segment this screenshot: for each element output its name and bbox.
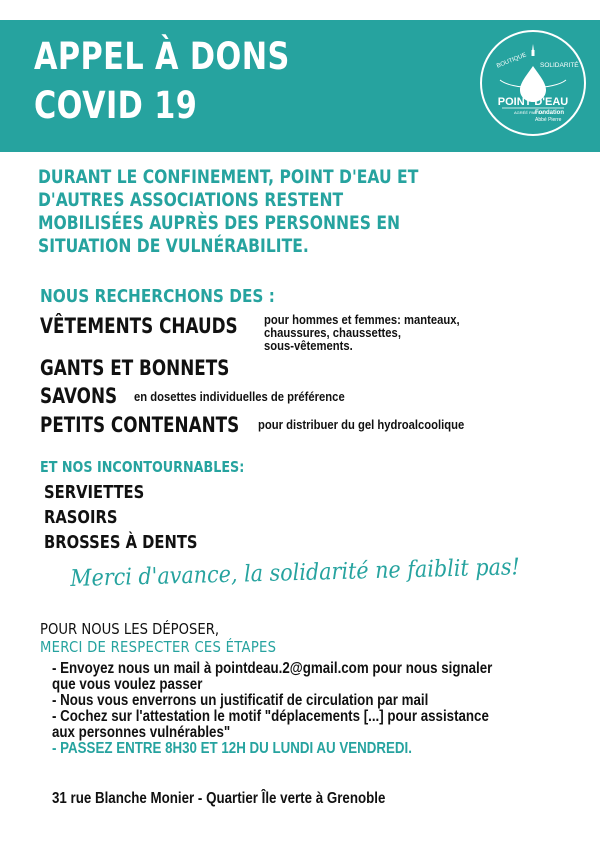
highlight-text: PASSEZ ENTRE 8H30 ET 12H DU LUNDI AU VENDREDI. <box>60 740 412 757</box>
item-note: en dosettes individuelles de préférence <box>134 390 345 404</box>
item-petits-contenants: PETITS CONTENANTS <box>40 413 240 437</box>
note-line: pour hommes et femmes: manteaux, <box>264 313 460 327</box>
logo-abbe-text: Abbé Pierre <box>535 117 562 123</box>
intro-line: MOBILISÉES AUPRÈS DES PERSONNES EN <box>38 212 401 234</box>
essential-item: BROSSES À DENTS <box>44 532 198 553</box>
title-line-1: APPEL À DONS <box>34 35 290 78</box>
step-line: aux personnes vulnérables" <box>52 724 231 741</box>
logo-agree-text: AGRÉÉ PAR LA <box>514 110 544 115</box>
water-drop-icon <box>482 32 584 134</box>
note-line: chaussures, chaussettes, <box>264 326 401 340</box>
intro-paragraph <box>38 166 563 258</box>
logo-name-text: POINT D'EAU <box>497 96 569 108</box>
header-banner <box>0 20 600 152</box>
deposit-heading: POUR NOUS LES DÉPOSER, <box>40 620 220 638</box>
logo-fondation-text: Fondation <box>535 110 564 116</box>
search-heading: NOUS RECHERCHONS DES : <box>40 286 275 307</box>
step-line: - Nous vous enverrons un justificatif de circulation par mail <box>52 692 429 709</box>
item-vetements-chauds: VÊTEMENTS CHAUDS <box>40 314 238 338</box>
essentials-heading: ET NOS INCONTOURNABLES: <box>40 458 245 476</box>
note-line: sous-vêtements. <box>264 339 353 353</box>
page-title <box>34 32 290 130</box>
step-line: que vous voulez passer <box>52 676 203 693</box>
item-gants-bonnets: GANTS ET BONNETS <box>40 356 230 380</box>
logo-boutique-text: BOUTIQUE <box>496 52 528 70</box>
logo-solidarite-text: SOLIDARITÉ <box>540 62 579 69</box>
highlight-dash: - <box>52 740 61 757</box>
step-line: - Cochez sur l'attestation le motif "déplacements [...] pour assistance <box>52 708 489 725</box>
essential-item: RASOIRS <box>44 507 118 528</box>
point-deau-logo <box>480 30 586 136</box>
title-line-2: COVID 19 <box>34 84 198 127</box>
deposit-steps <box>52 661 534 757</box>
intro-line: SITUATION DE VULNÉRABILITE. <box>38 235 309 257</box>
address: 31 rue Blanche Monier - Quartier Île verte à Grenoble <box>52 790 386 807</box>
intro-line: DURANT LE CONFINEMENT, POINT D'EAU ET <box>38 166 419 188</box>
step-highlight <box>52 741 534 757</box>
step-line: - Envoyez nous un mail à pointdeau.2@gmail.com pour nous signaler <box>52 660 493 677</box>
deposit-subheading: MERCI DE RESPECTER CES ÉTAPES <box>40 638 277 656</box>
essential-item: SERVIETTES <box>44 482 145 503</box>
item-savons: SAVONS <box>40 384 118 408</box>
thanks-message: Merci d'avance, la solidarité ne faiblit pas! <box>70 554 521 592</box>
item-note <box>264 314 460 353</box>
intro-line: D'AUTRES ASSOCIATIONS RESTENT <box>38 189 344 211</box>
item-note: pour distribuer du gel hydroalcoolique <box>258 418 465 432</box>
